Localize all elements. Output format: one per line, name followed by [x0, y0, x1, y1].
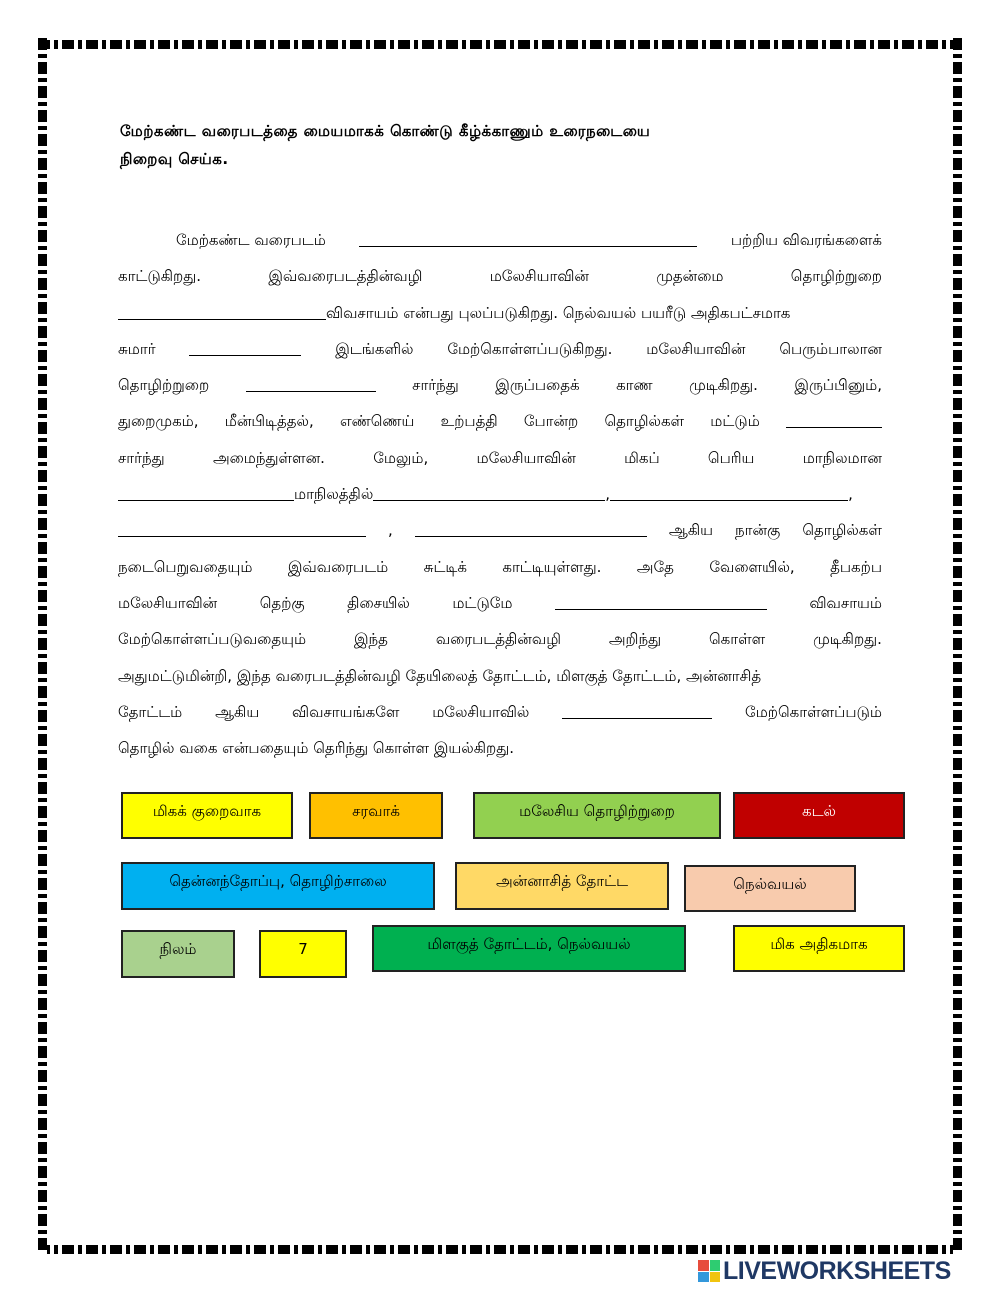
option-chip-seven[interactable]: 7 — [259, 930, 347, 978]
option-chip-coconut-factory[interactable]: தென்னந்தோப்பு, தொழிற்சாலை — [121, 862, 435, 910]
para-line-10: நடைபெறுவதையும் இவ்வரைபடம் சுட்டிக் காட்டியுள்ளது. அதே வேளையில், தீபகற்ப — [118, 557, 882, 576]
para-line-1: மேற்கண்ட வரைபடம் பற்றிய விவரங்களைக் — [176, 231, 882, 249]
blank-5[interactable] — [786, 413, 882, 428]
para-line-15: தொழில் வகை என்பதையும் தெரிந்து கொள்ள இயல்கிறது. — [118, 739, 515, 758]
para-line-11: மலேசியாவின் தெற்கு திசையில் மட்டுமே விவசாயம் — [118, 593, 882, 612]
border-right — [953, 38, 962, 1254]
blank-11[interactable] — [555, 595, 767, 610]
blank-3[interactable] — [189, 341, 301, 356]
fill-in-paragraph — [118, 222, 882, 766]
para-line-13: அதுமட்டுமின்றி, இந்த வரைபடத்தின்வழி தேயிலைத் தோட்டம், மிளகுத் தோட்டம், அன்னாசித் — [118, 666, 762, 685]
liveworksheets-logo-icon — [698, 1260, 720, 1282]
option-chip-malaysia-industry[interactable]: மலேசிய தொழிற்றுறை — [473, 792, 721, 839]
para-line-2: காட்டுகிறது. இவ்வரைபடத்தின்வழி மலேசியாவின் முதன்மை தொழிற்றுறை — [118, 267, 882, 286]
instruction-line-1: மேற்கண்ட வரைபடத்தை மையமாகக் கொண்டு கீழ்க்காணும் உரைநடையை — [120, 122, 651, 140]
liveworksheets-logo-text: LIVEWORKSHEETS — [723, 1256, 951, 1285]
blank-10[interactable] — [415, 522, 647, 537]
instruction — [120, 117, 880, 173]
blank-12[interactable] — [562, 704, 712, 719]
para-line-4: சுமார் இடங்களில் மேற்கொள்ளப்படுகிறது. மலேசியாவின் பெரும்பாலான — [118, 339, 882, 358]
option-chip-paddy-field[interactable]: நெல்வயல் — [684, 865, 856, 912]
option-chip-miga-adhigamaga[interactable]: மிக அதிகமாக — [733, 925, 905, 972]
option-chip-pineapple[interactable]: அன்னாசித் தோட்ட — [455, 862, 669, 910]
blank-7[interactable] — [373, 486, 605, 501]
option-chip-sarawak[interactable]: சரவாக் — [309, 792, 443, 839]
para-line-12: மேற்கொள்ளப்படுவதையும் இந்த வரைபடத்தின்வழி அறிந்து கொள்ள முடிகிறது. — [118, 630, 882, 649]
border-left — [38, 38, 47, 1254]
blank-1[interactable] — [359, 232, 697, 247]
blank-8[interactable] — [610, 486, 848, 501]
option-chip-pepper-paddy[interactable]: மிளகுத் தோட்டம், நெல்வயல் — [372, 925, 686, 972]
blank-2[interactable] — [118, 305, 326, 320]
border-bottom — [38, 1245, 962, 1254]
border-top — [38, 40, 962, 49]
instruction-line-2: நிறைவு செய்க. — [120, 150, 229, 168]
option-chip-land[interactable]: நிலம் — [121, 930, 235, 978]
blank-6[interactable] — [118, 486, 294, 501]
option-chip-miga-kuraivaga[interactable]: மிகக் குறைவாக — [121, 792, 293, 839]
para-line-3: விவசாயம் என்பது புலப்படுகிறது. நெல்வயல் பயரீடு அதிகபட்சமாக — [118, 295, 882, 331]
liveworksheets-logo — [698, 1258, 951, 1284]
para-line-8: மாநிலத்தில் , , — [118, 476, 882, 512]
para-line-5: தொழிற்றுறை சார்ந்து இருப்பதைக் காண முடிகிறது. இருப்பினும், — [118, 376, 882, 395]
para-line-7: சார்ந்து அமைந்துள்ளன. மேலும், மலேசியாவின் மிகப் பெரிய மாநிலமான — [118, 448, 882, 467]
para-line-9: , ஆகிய நான்கு தொழில்கள் — [118, 512, 882, 548]
para-line-14: தோட்டம் ஆகிய விவசாயங்களே மலேசியாவில் மேற்கொள்ளப்படும் — [118, 702, 882, 721]
option-chip-sea[interactable]: கடல் — [733, 792, 905, 839]
blank-4[interactable] — [246, 377, 376, 392]
para-line-6: துறைமுகம், மீன்பிடித்தல், எண்ணெய் உற்பத்தி போன்ற தொழில்கள் மட்டும் — [118, 403, 882, 439]
blank-9[interactable] — [118, 522, 366, 537]
